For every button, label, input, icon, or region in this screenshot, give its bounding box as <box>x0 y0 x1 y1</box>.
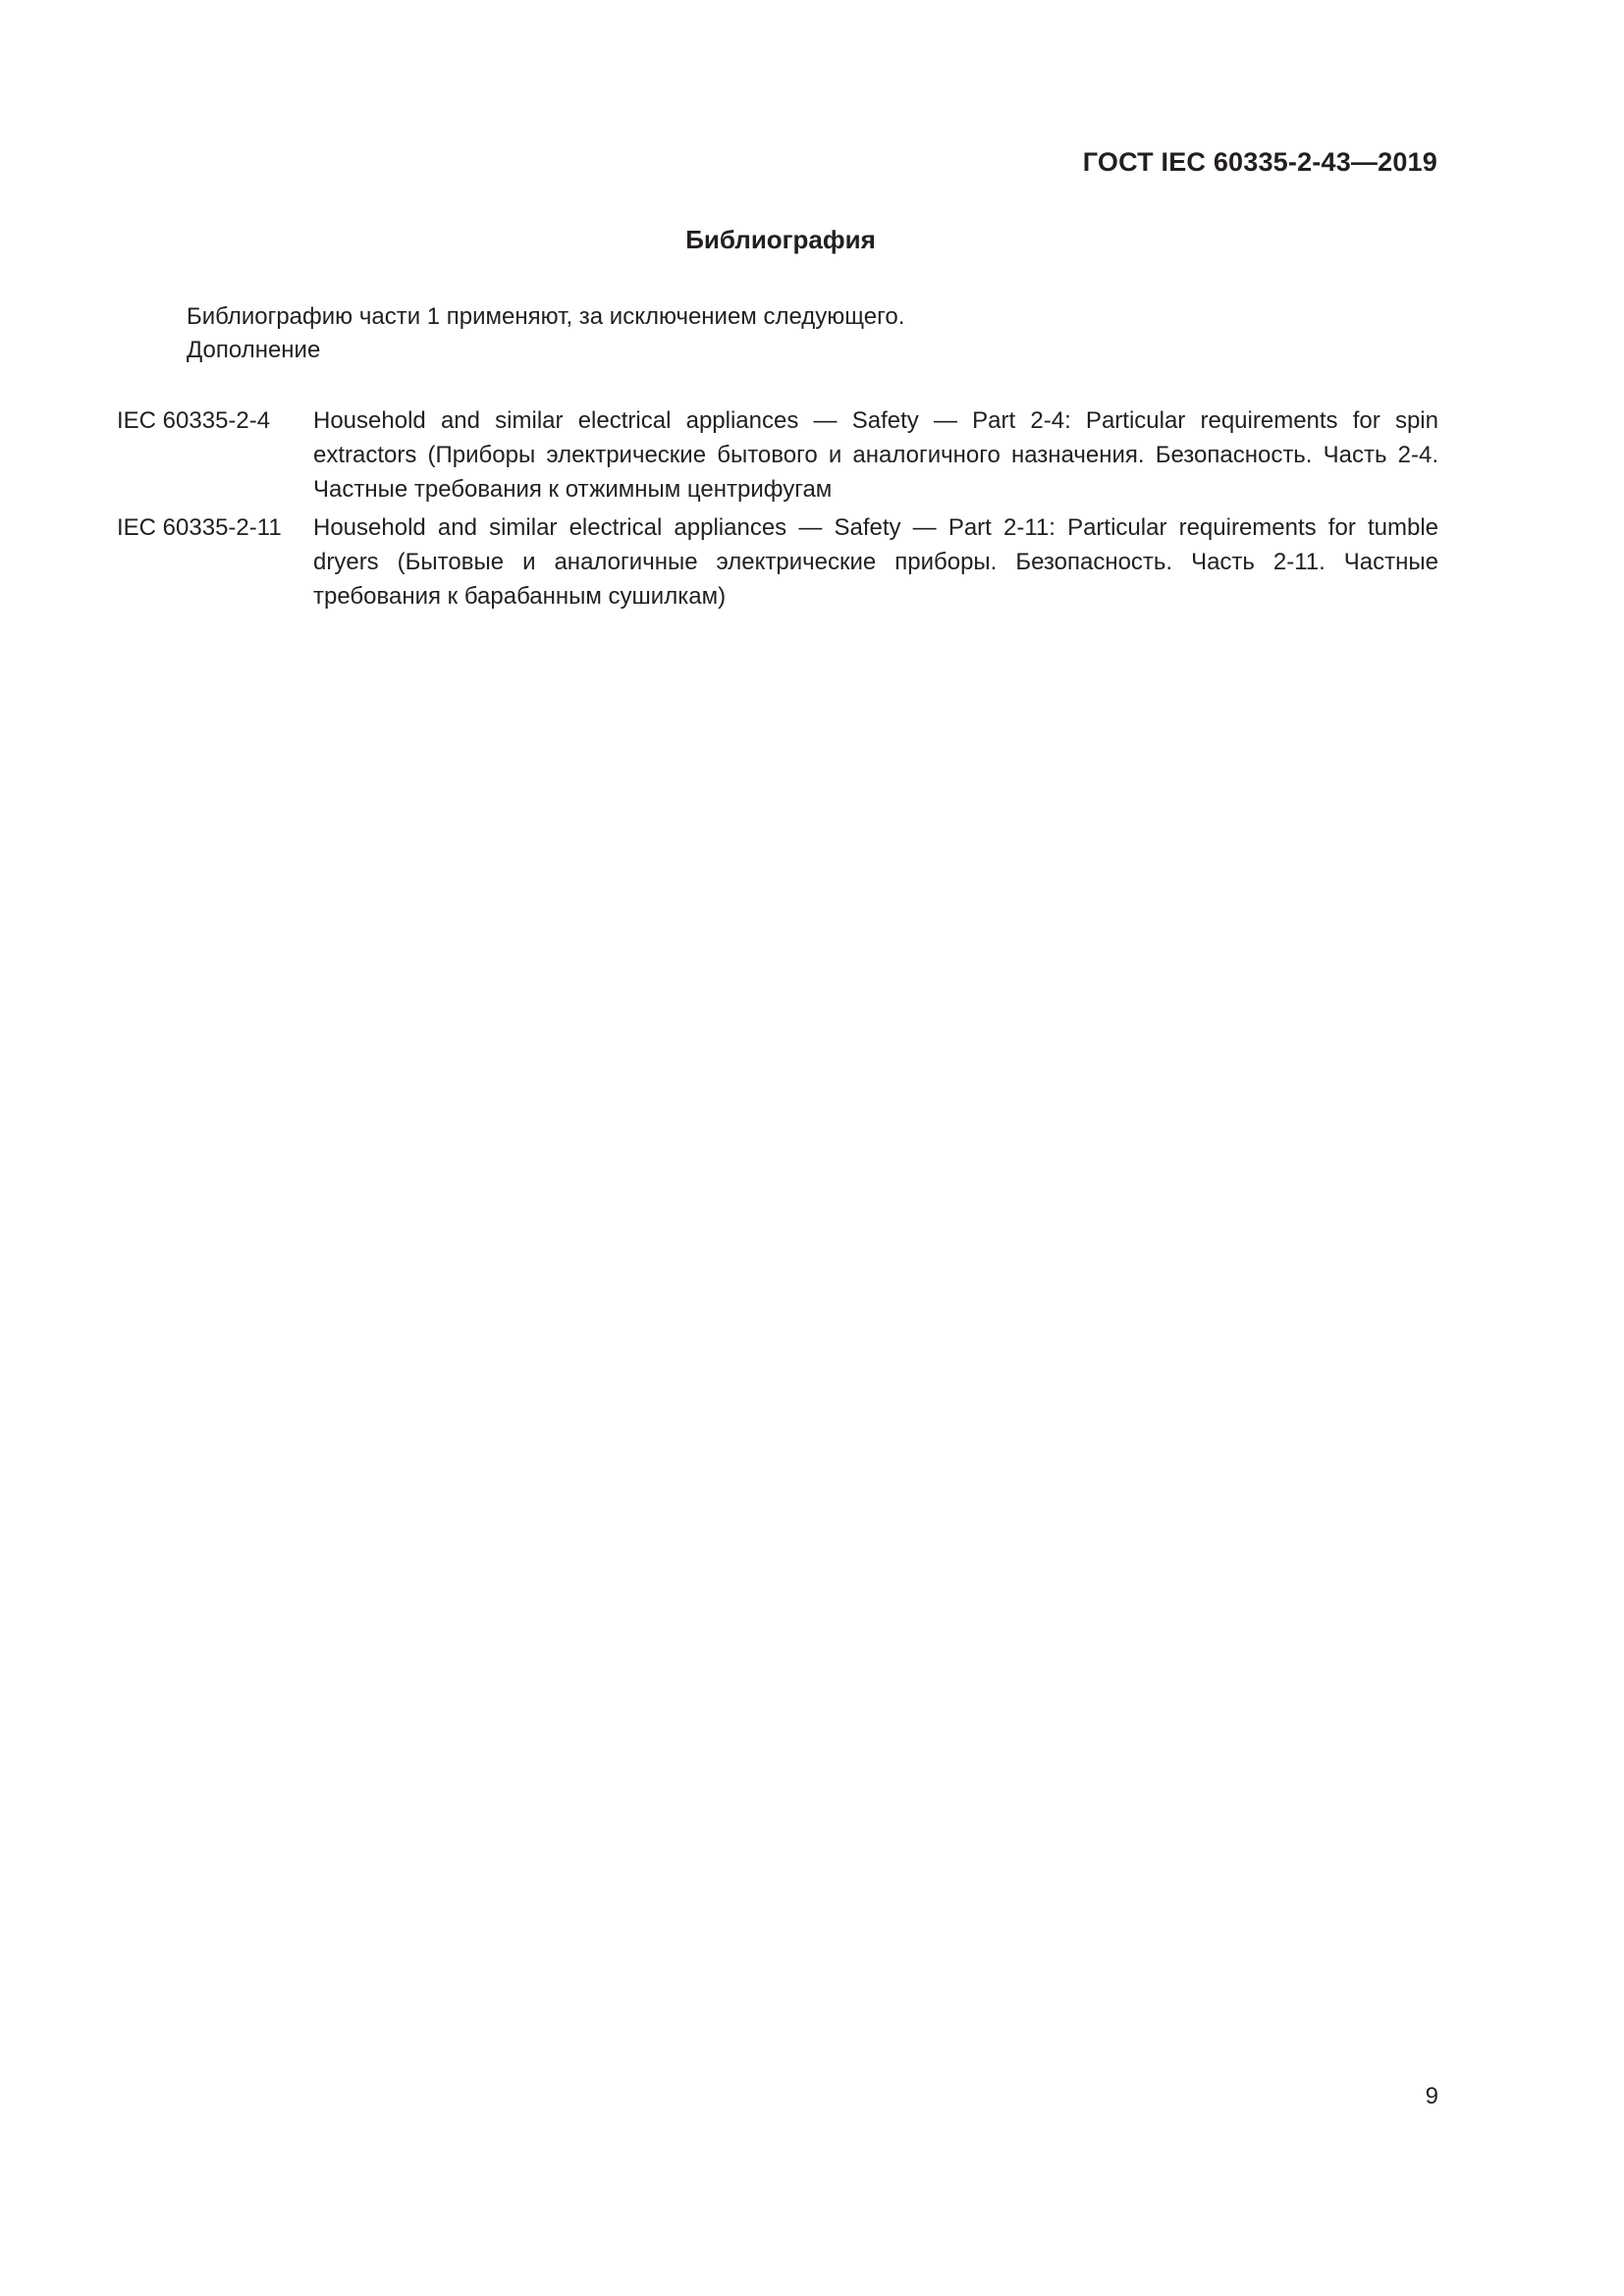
bibliography-entry <box>117 403 1438 507</box>
bibliography-entry-text: Household and similar electrical appliances — Safety — Part 2-11: Particular requirements for tumble dryers (Бытовые и аналогичные электрические приборы. Безопасность. Часть 2-11. Частные требования к барабанным сушилкам) <box>313 514 1438 610</box>
intro-line-addition: Дополнение <box>187 337 321 363</box>
bibliography-entry-code: IEC 60335-2-11 <box>117 514 282 541</box>
bibliography-entry <box>117 510 1438 614</box>
bibliography-list <box>117 403 1438 617</box>
bibliography-entry-text: Household and similar electrical appliances — Safety — Part 2-4: Particular requirements for spin extractors (Приборы электрические бытового и аналогичного назначения. Безопасность. Часть 2-4. Частные требования к отжимным центрифугам <box>313 407 1438 503</box>
standard-designation: ГОСТ IEC 60335-2-43—2019 <box>1082 147 1437 177</box>
section-title: Библиография <box>685 225 876 254</box>
intro-paragraph <box>187 300 904 367</box>
page-number: 9 <box>1425 2083 1438 2109</box>
intro-line-applicability: Библиографию части 1 применяют, за исключением следующего. <box>187 303 905 330</box>
bibliography-entry-code: IEC 60335-2-4 <box>117 407 271 434</box>
